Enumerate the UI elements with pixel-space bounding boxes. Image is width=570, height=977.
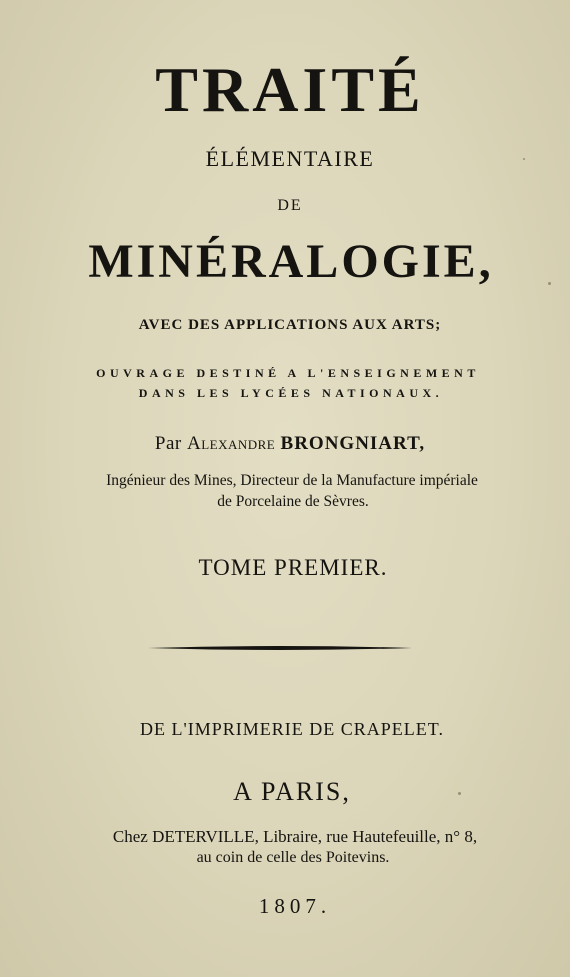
paper-speck [548, 282, 551, 285]
author-first-name: Alexandre [186, 433, 276, 454]
printer-line: DE L'IMPRIMERIE DE CRAPELET. [140, 719, 444, 739]
title-connector: DE [277, 197, 303, 214]
paper-speck [523, 158, 525, 160]
publication-year: 1807. [258, 894, 332, 918]
author-role-line-1: Ingénieur des Mines, Directeur de la Manufacture impériale [106, 472, 478, 489]
purpose-line-1: OUVRAGE DESTINÉ A L'ENSEIGNEMENT [96, 366, 480, 380]
author-prefix: Par [154, 433, 182, 454]
author-last-name: BRONGNIART, [280, 433, 426, 454]
publisher-line-2: au coin de celle des Poitevins. [196, 849, 390, 866]
publisher-line-1: Chez DETERVILLE, Libraire, rue Hautefeuille, n° 8, [112, 827, 478, 846]
book-title: TRAITÉ [155, 54, 425, 125]
purpose-line-2: DANS LES LYCÉES NATIONAUX. [138, 386, 444, 400]
book-main-title: MINÉRALOGIE, [88, 235, 494, 288]
city-line: A PARIS, [233, 777, 351, 806]
volume-label: TOME PREMIER. [198, 555, 388, 580]
decorative-rule [148, 645, 412, 651]
author-line [0, 434, 570, 453]
paper-speck [458, 792, 461, 795]
applications-line: AVEC DES APPLICATIONS AUX ARTS; [138, 317, 442, 333]
book-subtitle: ÉLÉMENTAIRE [205, 146, 375, 171]
author-role-line-2: de Porcelaine de Sèvres. [217, 493, 369, 510]
